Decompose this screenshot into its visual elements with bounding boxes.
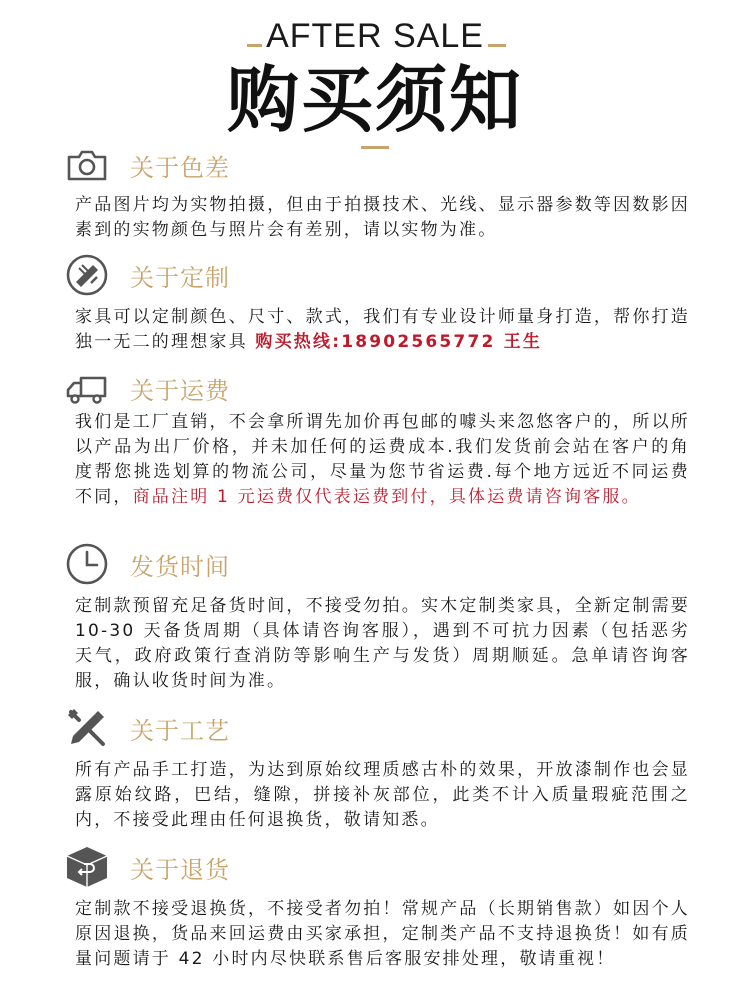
section-body: 定制款不接受退换货，不接受者勿拍！常规产品（长期销售款）如因个人原因退换，货品来回运费由买家承担，定制类产品不支持退换货！如有质量问题请于 42 小时内尽快联系售后客服安排处理，敬请重视！ <box>75 899 690 969</box>
shipping-note: 商品注明 1 元运费仅代表运费到付，具体运费请咨询客服。 <box>132 487 641 507</box>
section-title: 关于色差 <box>130 153 230 182</box>
section-title: 发货时间 <box>130 552 230 581</box>
section-title: 关于工艺 <box>130 716 230 745</box>
section-title: 关于定制 <box>130 263 230 292</box>
page-title: 购买须知 <box>226 58 523 142</box>
body-text: 家具可以定制颜色、尺寸、款式，我们有专业设计师量身打造，帮你打造独一无二的理想家具 <box>75 307 690 352</box>
after-sale-eyebrow: AFTER SALE <box>0 16 750 56</box>
section-header <box>64 143 230 187</box>
truck-icon <box>64 366 110 410</box>
ruler-pencil-icon <box>64 253 110 297</box>
section-title: 关于退货 <box>130 855 230 884</box>
section-header <box>64 542 230 586</box>
body-text: 我们是工厂直销，不会拿所谓先加价再包邮的噱头来忽悠客户的，所以所以产品为出厂价格，并未加任何的运费成本.我们发货前会站在客户的角度帮您挑选划算的物流公司，尽量为您节省运费.每个地方远近不同运费不同， <box>75 412 690 507</box>
section-body: 产品图片均为实物拍摄，但由于拍摄技术、光线、显示器参数等因数影因素到的实物颜色与照片会有差别，请以实物为准。 <box>75 195 690 240</box>
return-box-icon <box>64 845 110 889</box>
section-header <box>64 845 230 889</box>
section-body <box>75 410 690 510</box>
section-title: 关于运费 <box>130 376 230 405</box>
section-header <box>64 253 230 297</box>
purchase-hotline: 购买热线:18902565772 王生 <box>255 332 543 352</box>
clock-icon <box>64 542 110 586</box>
section-header <box>64 706 230 750</box>
section-header <box>64 366 230 410</box>
section-body: 所有产品手工打造，为达到原始纹理质感古朴的效果，开放漆制作也会显露原始纹路，巴结，缝隙，拼接补灰部位，此类不计入质量瑕疵范围之内，不接受此理由任何退换货，敬请知悉。 <box>75 760 690 830</box>
section-body: 定制款预留充足备货时间，不接受勿拍。实木定制类家具，全新定制需要 10-30 天备货周期（具体请咨询客服），遇到不可抗力因素（包括恶劣天气，政府政策行查消防等影响生产与发货）周期顺延。急单请咨询客服，确认收货时间为准。 <box>75 596 690 691</box>
title-underline <box>361 146 389 149</box>
section-body <box>75 305 690 355</box>
tools-icon <box>64 706 110 750</box>
camera-icon <box>64 143 110 187</box>
